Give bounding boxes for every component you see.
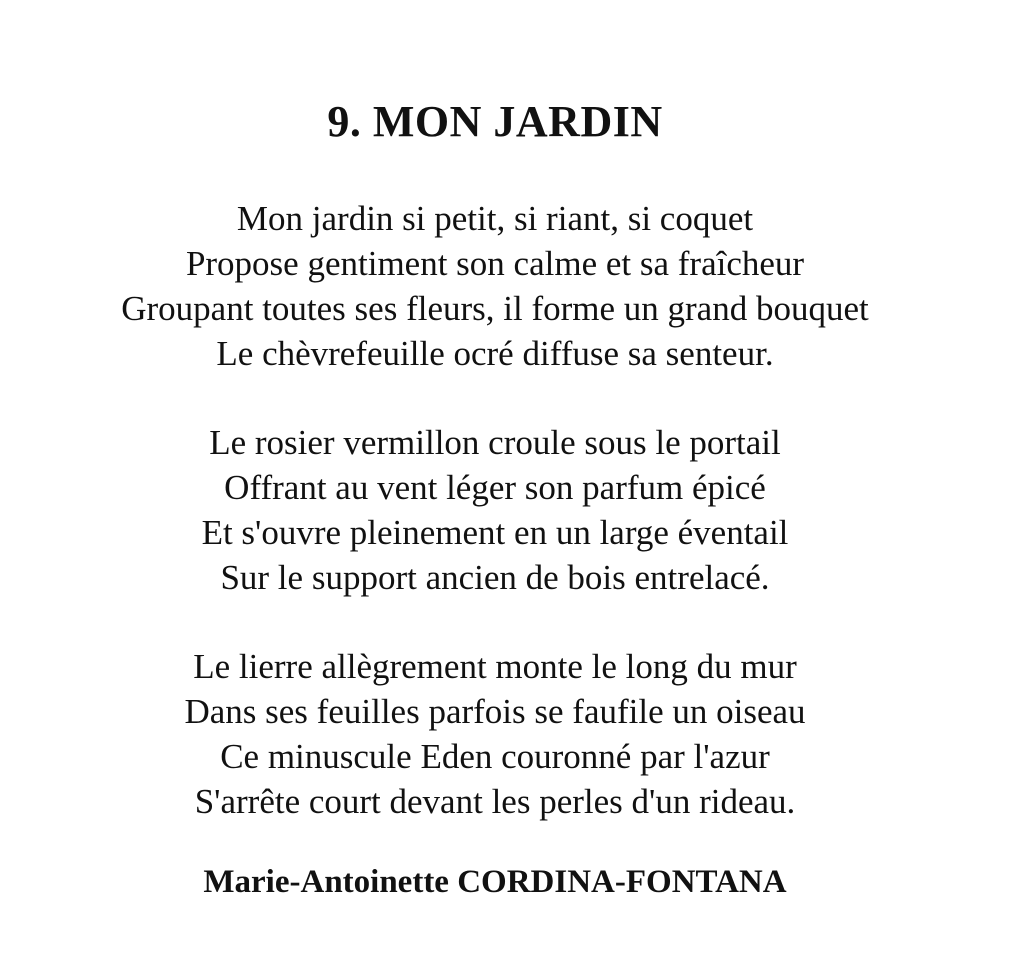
verse-line: Propose gentiment son calme et sa fraîcheur (185, 244, 805, 283)
poem-title: 9. MON JARDIN (327, 97, 663, 146)
verse-line: Mon jardin si petit, si riant, si coquet (236, 199, 754, 238)
stanza-2 (0, 420, 990, 600)
verse-line: Groupant toutes ses fleurs, il forme un grand bouquet (121, 289, 869, 328)
verse-line: Le rosier vermillon croule sous le portail (209, 423, 781, 462)
verse-line: Sur le support ancien de bois entrelacé. (220, 558, 770, 597)
verse-line: Le lierre allègrement monte le long du mur (193, 647, 797, 686)
verse-line: Le chèvrefeuille ocré diffuse sa senteur. (216, 334, 774, 373)
verse-line: Offrant au vent léger son parfum épicé (224, 468, 766, 507)
verse-line: Et s'ouvre pleinement en un large éventail (201, 513, 789, 552)
verse-line: Ce minuscule Eden couronné par l'azur (220, 737, 770, 776)
poem-author: Marie-Antoinette CORDINA-FONTANA (203, 864, 787, 900)
stanza-3 (0, 644, 990, 824)
verse-line: S'arrête court devant les perles d'un rideau. (194, 782, 796, 821)
verse-line: Dans ses feuilles parfois se faufile un oiseau (184, 692, 806, 731)
stanza-1 (0, 196, 990, 376)
